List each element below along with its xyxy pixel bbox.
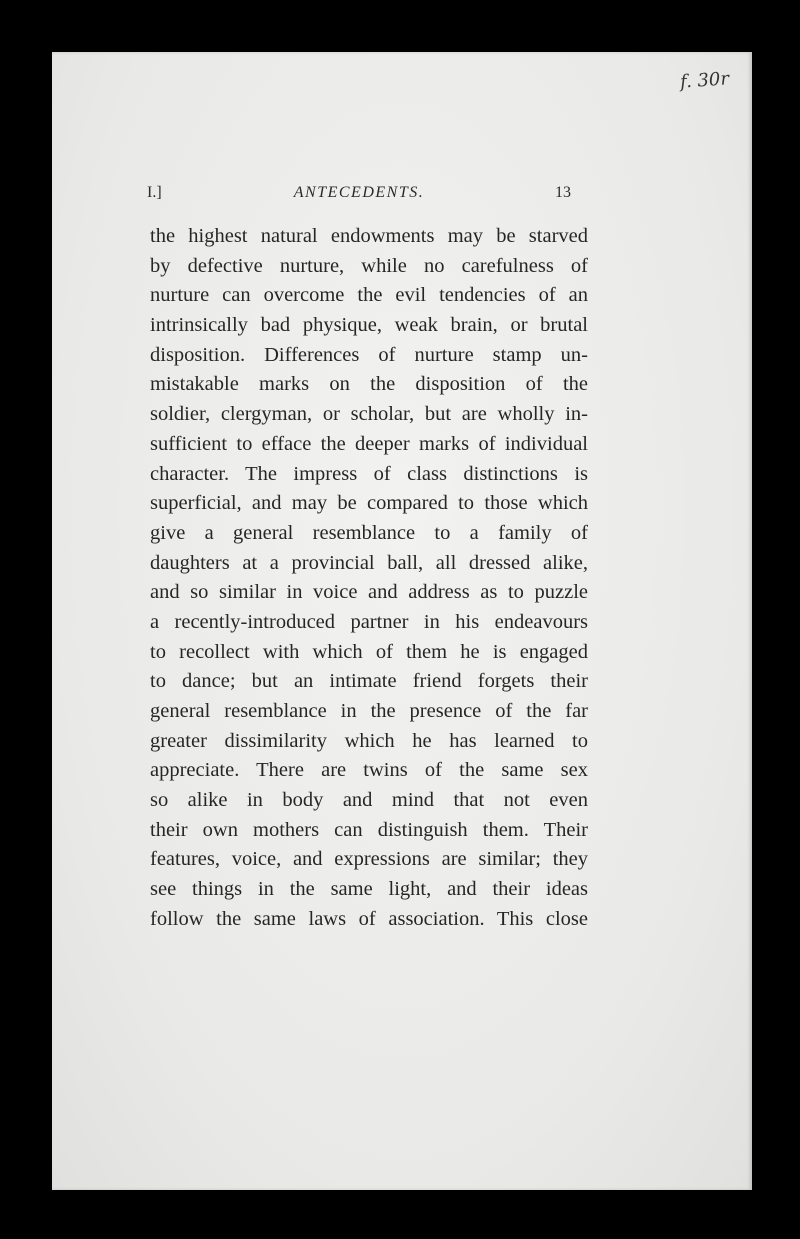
text-line: see things in the same light, and their ideas [150,878,588,901]
text-line: character. The impress of class distinctions is [150,462,588,485]
text-line: sufficient to efface the deeper marks of individual [150,432,588,455]
text-line: a recently-introduced partner in his endeavours [150,610,588,633]
body-text [150,222,588,935]
text-line: greater dissimilarity which he has learned to [150,729,588,752]
text-line: general resemblance in the presence of the far [150,700,588,722]
text-line: features, voice, and expressions are similar; they [150,848,588,871]
text-line: to dance; but an intimate friend forgets their [150,670,588,693]
text-line: disposition. Differences of nurture stamp un- [150,343,588,366]
text-line: the highest natural endowments may be starved [150,225,588,247]
text-line: so alike in body and mind that not even [150,789,588,812]
text-line: soldier, clergyman, or scholar, but are wholly in- [150,403,588,426]
text-line: and so similar in voice and address as to puzzle [150,581,588,604]
text-line: give a general resemblance to a family of [150,521,588,544]
chapter-number: I.] [147,184,162,201]
page-number: 13 [555,184,571,201]
text-line: superficial, and may be compared to those which [150,492,588,515]
text-line: intrinsically bad physique, weak brain, or brutal [150,314,588,337]
text-line: their own mothers can distinguish them. Their [150,818,588,841]
text-line: by defective nurture, while no carefulness of [150,254,588,277]
text-line: appreciate. There are twins of the same sex [150,759,588,782]
text-line: daughters at a provincial ball, all dressed alike, [150,551,588,574]
running-title: ANTECEDENTS. [293,184,425,201]
text-line: to recollect with which of them he is engaged [150,640,588,663]
running-header [147,184,571,208]
text-line: follow the same laws of association. This close [150,907,588,930]
text-line: nurture can overcome the evil tendencies of an [150,284,588,307]
text-line: mistakable marks on the disposition of the [150,373,588,396]
folio-mark: f. 30r [679,68,730,93]
